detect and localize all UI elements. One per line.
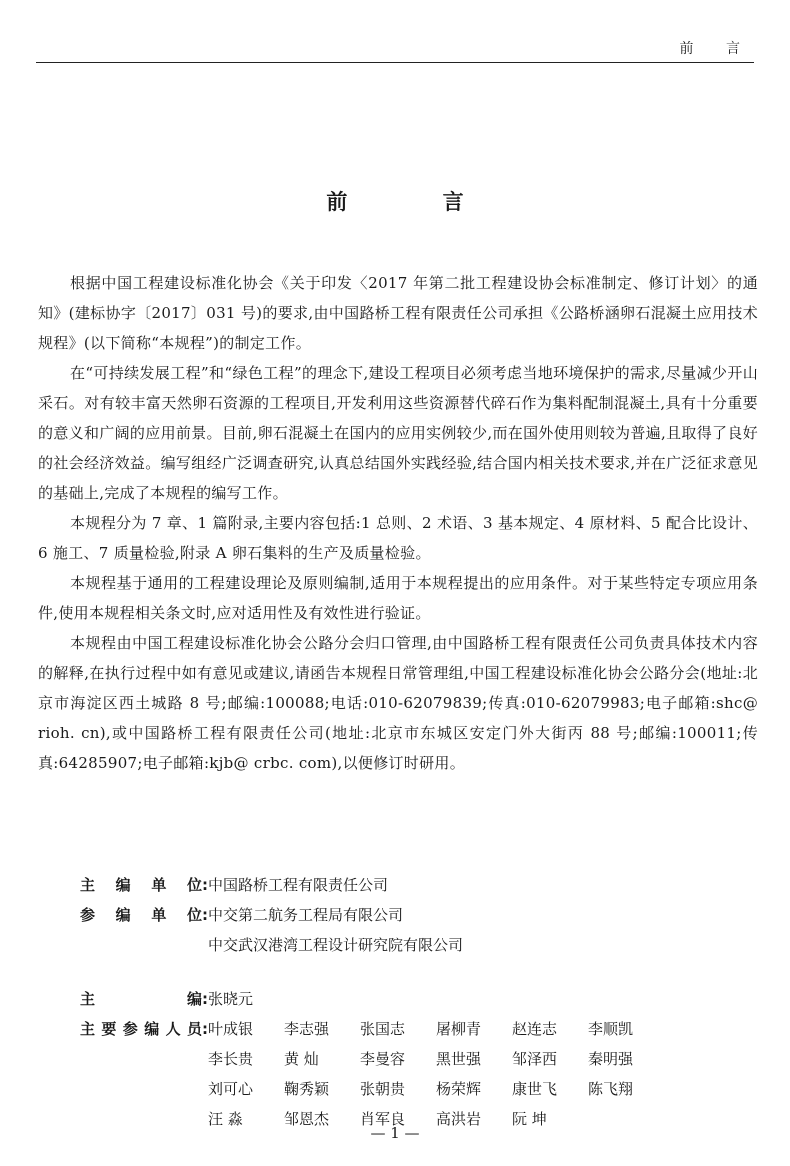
participating-unit: 中交武汉港湾工程设计研究院有限公司	[208, 936, 464, 954]
chief-editor-row	[80, 984, 720, 1014]
chief-editor: 张晓元	[208, 990, 254, 1008]
participant-name: 康世飞	[512, 1080, 558, 1098]
participant-name: 黄 灿	[284, 1050, 319, 1068]
participant-name: 肖军良	[360, 1110, 406, 1128]
participant-name: 高洪岩	[436, 1110, 482, 1128]
participant-name: 屠柳青	[436, 1020, 482, 1038]
credits-section	[80, 870, 720, 1134]
participant-name: 陈飞翔	[588, 1080, 634, 1098]
colon: :	[202, 906, 208, 924]
main-participants-list	[208, 1014, 720, 1134]
main-participants-row	[80, 1014, 720, 1134]
participating-label: 参编单位	[80, 906, 202, 924]
participant-name: 邹恩杰	[284, 1110, 330, 1128]
chief-unit-label: 主编单位	[80, 876, 202, 894]
chief-unit: 中国路桥工程有限责任公司	[208, 876, 389, 894]
header-rule	[36, 62, 754, 63]
colon: :	[202, 1020, 208, 1038]
chief-editor-label: 主编	[80, 990, 202, 1008]
chief-unit-row	[80, 870, 720, 900]
participant-name: 邹泽西	[512, 1050, 558, 1068]
colon: :	[202, 876, 208, 894]
participant-name: 张国志	[360, 1020, 406, 1038]
participant-name: 张朝贵	[360, 1080, 406, 1098]
paragraph-2: 在“可持续发展工程”和“绿色工程”的理念下,建设工程项目必须考虑当地环境保护的需求,尽量减少开山采石。对有较丰富天然卵石资源的工程项目,开发利用这些资源替代碎石作为集料配制混凝土,具有十分重要的意义和广阔的应用前景。目前,卵石混凝土在国内的应用实例较少,而在国外使用则较为普遍,且取得了良好的社会经济效益。编写组经广泛调查研究,认真总结国外实践经验,结合国内相关技术要求,并在广泛征求意见的基础上,完成了本规程的编写工作。	[38, 364, 758, 502]
paragraph-1: 根据中国工程建设标准化协会《关于印发〈2017 年第二批工程建设协会标准制定、修订计划〉的通知》(建标协字〔2017〕031 号)的要求,由中国路桥工程有限责任公司承担《公路桥涵卵石混凝土应用技术规程》(以下简称“本规程”)的制定工作。	[38, 274, 758, 352]
participant-name: 李曼容	[360, 1050, 406, 1068]
participant-name: 黑世强	[436, 1050, 482, 1068]
participant-name: 秦明强	[588, 1050, 634, 1068]
paragraph-3: 本规程分为 7 章、1 篇附录,主要内容包括:1 总则、2 术语、3 基本规定、4 原材料、5 配合比设计、6 施工、7 质量检验,附录 A 卵石集料的生产及质量检验。	[38, 514, 758, 562]
participant-name: 汪 淼	[208, 1110, 243, 1128]
paragraph-4: 本规程基于通用的工程建设理论及原则编制,适用于本规程提出的应用条件。对于某些特定专项应用条件,使用本规程相关条文时,应对适用性及有效性进行验证。	[38, 574, 758, 622]
participant-name: 李顺凯	[588, 1020, 634, 1038]
participating-unit: 中交第二航务工程局有限公司	[208, 906, 404, 924]
participant-name: 杨荣辉	[436, 1080, 482, 1098]
participant-name: 李志强	[284, 1020, 330, 1038]
participant-name: 鞠秀颖	[284, 1080, 330, 1098]
paragraph-5: 本规程由中国工程建设标准化协会公路分会归口管理,由中国路桥工程有限责任公司负责具体技术内容的解释,在执行过程中如有意见或建议,请函告本规程日常管理组,中国工程建设标准化协会公路分会(地址:北京市海淀区西土城路 8 号;邮编:100088;电话:010-62079839;传真:010-62079983;电子邮箱:shc@ rioh. cn),或中国路桥工程有限责任公司(地址:北京市东城区安定门外大街丙 88 号;邮编:100011;传真:64285907;电子邮箱:kjb@ crbc. com),以便修订时研用。	[38, 634, 758, 772]
participating-units	[208, 900, 720, 960]
participant-name: 阮 坤	[512, 1110, 547, 1128]
participant-name: 李长贵	[208, 1050, 254, 1068]
participant-name: 叶成银	[208, 1020, 254, 1038]
page-title: 前 言	[326, 190, 508, 214]
main-participants-label: 主要参编人员	[80, 1020, 202, 1038]
spacer	[80, 960, 720, 984]
running-header: 前 言	[679, 41, 754, 57]
participating-units-row	[80, 900, 720, 960]
page-number: — 1 —	[370, 1124, 420, 1142]
participant-name: 刘可心	[208, 1080, 254, 1098]
preface-body	[38, 268, 758, 778]
colon: :	[202, 990, 208, 1008]
participant-name: 赵连志	[512, 1020, 558, 1038]
